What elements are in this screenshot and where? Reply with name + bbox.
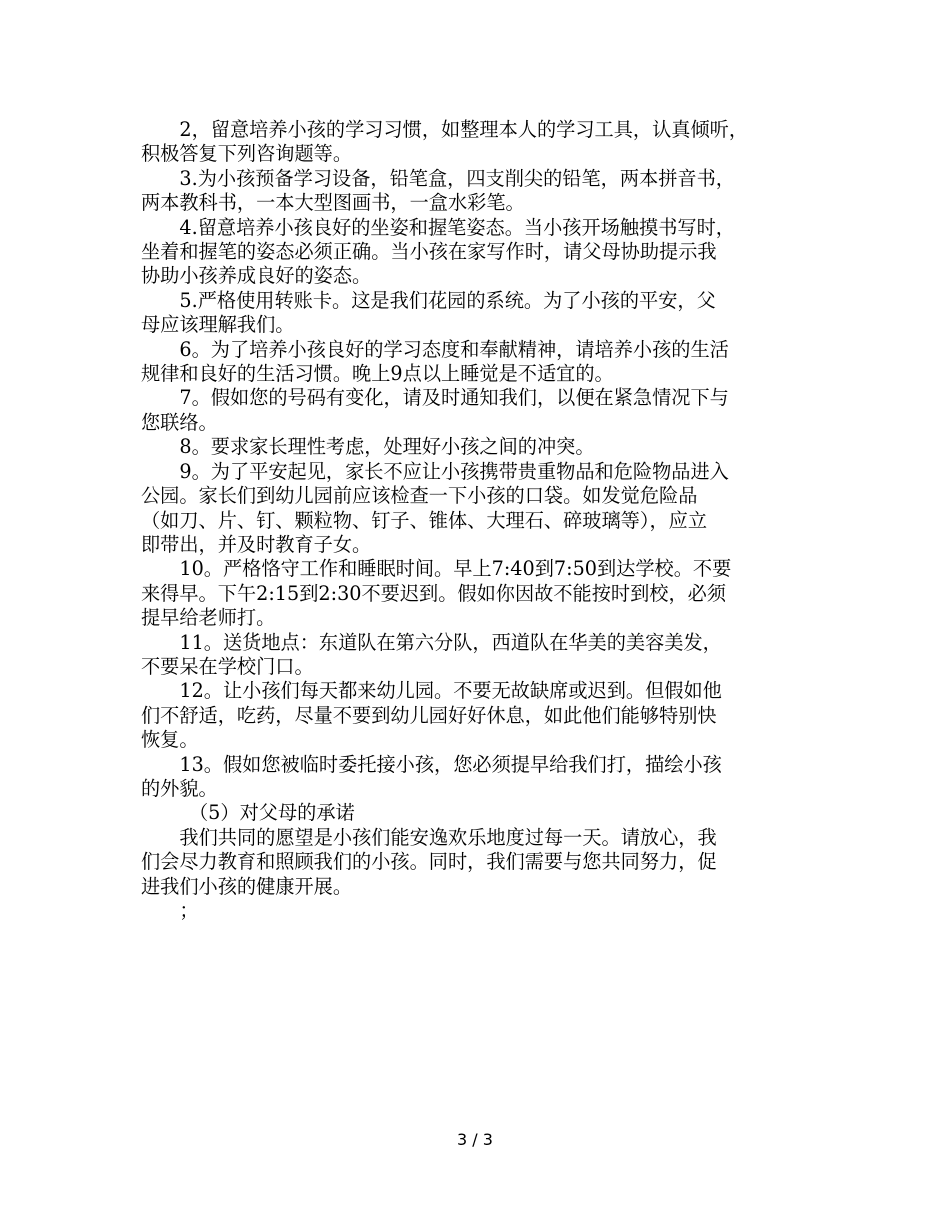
text-line: 即带出，并及时教育子女。 [141, 532, 372, 556]
paragraph [141, 679, 813, 752]
text-line: 规律和良好的生活习惯。晚上9点以上睡觉是不适宜的。 [141, 362, 614, 386]
text-line: 不要呆在学校门口。 [141, 654, 314, 678]
text-line: （如刀、片、钉、颗粒物、钉子、锥体、大理石、碎玻璃等），应立 [141, 508, 708, 532]
paragraph [141, 460, 813, 558]
text-line: 们会尽力教育和照顾我们的小孩。同时，我们需要与您共同努力，促 [141, 850, 717, 874]
text-line: 12。让小孩们每天都来幼儿园。不要无故缺席或迟到。但假如他 [179, 679, 722, 703]
paragraph [141, 338, 813, 387]
text-line: 您联络。 [141, 410, 218, 434]
text-line: 11。送货地点：东道队在第六分队，西道队在华美的美容美发， [179, 630, 722, 654]
text-line: 来得早。下午2:15到2:30不要迟到。假如你因故不能按时到校，必须 [141, 581, 727, 605]
text-line: 3.为小孩预备学习设备，铅笔盒，四支削尖的铅笔，两本拼音书， [179, 166, 735, 190]
text-line: 公园。家长们到幼儿园前应该检查一下小孩的口袋。如发觉危险品 [141, 484, 698, 508]
paragraph [141, 216, 813, 289]
text-line: 9。为了平安起见，家长不应让小孩携带贵重物品和危险物品进入 [179, 459, 729, 483]
text-line: 协助小孩养成良好的姿态。 [141, 264, 372, 288]
paragraph [141, 826, 813, 899]
text-line: 7。假如您的号码有变化，请及时通知我们，以便在紧急情况下与 [179, 386, 729, 410]
text-line: 13。假如您被临时委托接小孩，您必须提早给我们打，描绘小孩 [179, 752, 722, 776]
text-line: 恢复。 [141, 728, 199, 752]
paragraph [141, 289, 813, 338]
text-line: 8。要求家长理性考虑，处理好小孩之间的冲突。 [179, 435, 595, 459]
text-line: 5.严格使用转账卡。这是我们花园的系统。为了小孩的平安，父 [179, 288, 716, 312]
paragraph [141, 631, 813, 680]
text-line: 的外貌。 [141, 776, 218, 800]
paragraph [141, 167, 813, 216]
text-line: 6。为了培养小孩良好的学习态度和奉献精神，请培养小孩的生活 [179, 337, 729, 361]
closing-paragraph [141, 826, 813, 899]
paragraph [141, 435, 813, 459]
text-line: 2，留意培养小孩的学习习惯，如整理本人的学习工具，认真倾听， [179, 118, 749, 141]
text-line: 积极答复下列咨询题等。 [141, 142, 353, 166]
text-line: 4.留意培养小孩良好的坐姿和握笔姿态。当小孩开场触摸书写时， [179, 215, 735, 239]
text-line: 母应该理解我们。 [141, 313, 295, 337]
paragraph [141, 386, 813, 435]
document-body [141, 118, 813, 923]
paragraph [141, 557, 813, 630]
text-line: 提早给老师打。 [141, 606, 276, 630]
section-heading: （5）对父母的承诺 [189, 801, 355, 825]
paragraph [141, 118, 813, 167]
text-line: 坐着和握笔的姿态必须正确。当小孩在家写作时，请父母协助提示我 [141, 240, 717, 264]
paragraph-list [141, 118, 813, 801]
text-line: 进我们小孩的健康开展。 [141, 874, 353, 898]
text-line: 们不舒适，吃药，尽量不要到幼儿园好好休息，如此他们能够特别快 [141, 703, 717, 727]
text-line: 两本教科书，一本大型图画书，一盒水彩笔。 [141, 191, 525, 215]
text-line: 我们共同的愿望是小孩们能安逸欢乐地度过每一天。请放心，我 [179, 825, 717, 849]
trailing-mark: ； [179, 899, 199, 922]
paragraph [141, 753, 813, 802]
page-number: 3 / 3 [457, 1130, 493, 1149]
text-line: 10。严格恪守工作和睡眠时间。早上7:40到7:50到达学校。不要 [179, 557, 732, 581]
